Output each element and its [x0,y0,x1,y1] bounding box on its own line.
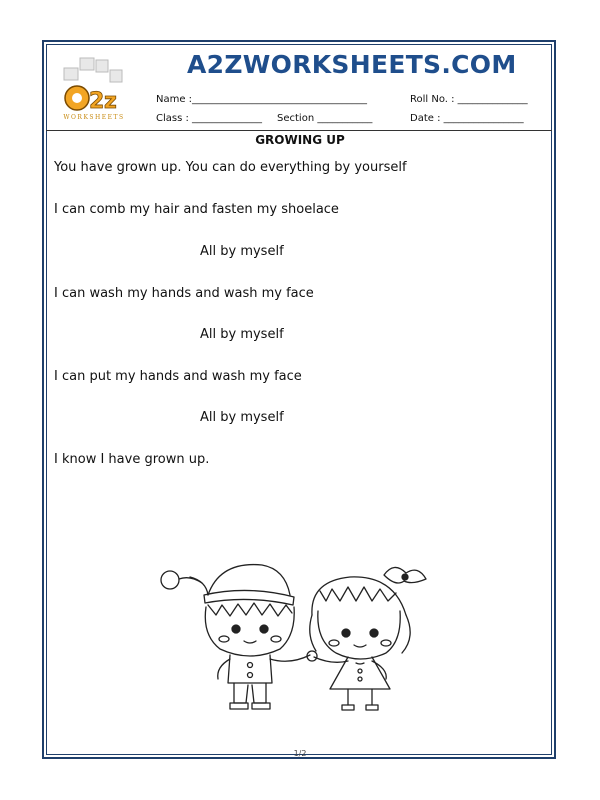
svg-text:z: z [104,89,117,114]
svg-text:2: 2 [89,89,105,114]
children-holding-hands-illustration [150,555,450,715]
page-number: 1/2 [293,749,307,758]
poem-line-1: You have grown up. You can do everything by yourself [54,160,407,175]
class-field: Class : ______________ [156,113,263,124]
refrain-line-1: All by myself [200,244,284,259]
refrain-line-3: All by myself [200,410,284,425]
worksheet-title: GROWING UP [255,133,345,147]
poem-line-5: I know I have grown up. [54,452,210,467]
section-field: Section ___________ [277,113,373,124]
girl-figure [310,567,426,710]
site-title: A2ZWORKSHEETS.COM [187,50,517,79]
poem-line-3: I can wash my hands and wash my face [54,286,314,301]
roll-number-field: Roll No. : ______________ [410,94,528,105]
poem-line-2: I can comb my hair and fasten my shoelace [54,202,339,217]
logo-text: WORKSHEETS [63,114,125,121]
poem-line-4: I can put my hands and wash my face [54,369,302,384]
refrain-line-2: All by myself [200,327,284,342]
name-field: Name :___________________________________ [156,94,368,105]
header-divider [46,130,552,131]
date-field: Date : ________________ [410,113,524,124]
a2z-logo [54,56,134,122]
boy-figure [161,565,310,709]
